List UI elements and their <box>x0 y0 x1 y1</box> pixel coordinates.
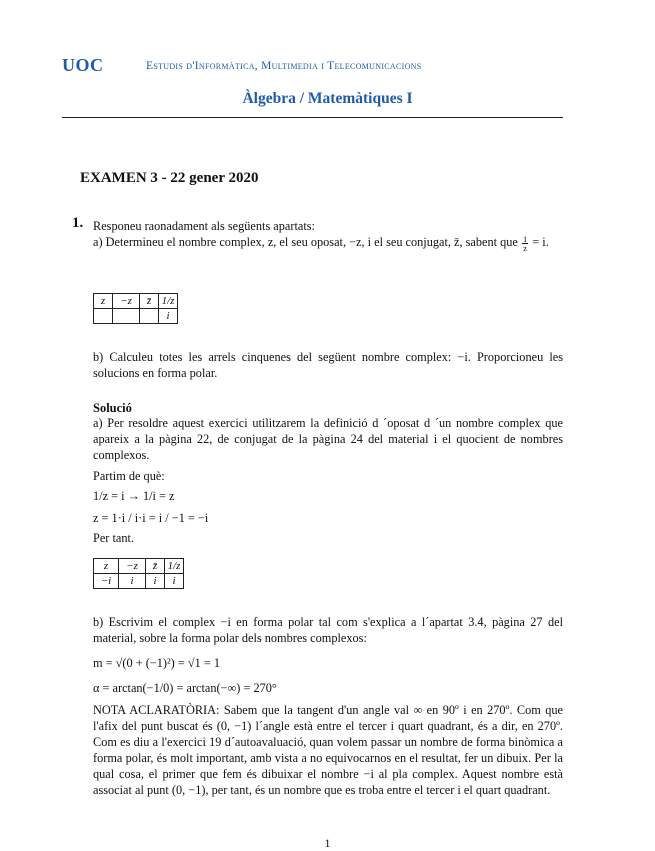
solution-heading: Solució <box>93 401 132 415</box>
table2-cell: i <box>165 574 184 589</box>
table1-header: z̄ <box>140 294 159 309</box>
table2-header: z̄ <box>146 559 165 574</box>
table2-cell: i <box>119 574 146 589</box>
solution-paragraph-b: b) Escrivim el complex −i en forma polar tal com s'explica a l´apartat 3.4, pàgina 27 del material, sobre la forma polar dels nombres complexos: <box>93 615 563 645</box>
fraction-1-over-z: $\frac{1}{z}$ <box>522 233 528 253</box>
equation-1: 1/z = i → 1/i = z <box>93 489 175 503</box>
question-part-b: b) Calculeu totes les arrels cinquenes del següent nombre complex: −i. Proporcioneu les solucions en forma polar. <box>93 350 563 380</box>
table2-header: z <box>94 559 119 574</box>
table2-cell: i <box>146 574 165 589</box>
table2-header: −z <box>119 559 146 574</box>
studies-title: Estudis d'Informàtica, Multimedia i Telecomunicacions <box>146 60 422 72</box>
part-a-eq: = i. <box>532 235 549 249</box>
table1-cell <box>140 309 159 324</box>
solution-per-tant: Per tant. <box>93 531 134 545</box>
answer-table-filled <box>93 558 184 589</box>
table2-cell: −i <box>94 574 119 589</box>
question-number: 1. <box>72 215 84 231</box>
table1-cell: i <box>159 309 178 324</box>
course-title: Àlgebra / Matemàtiques I <box>242 90 413 107</box>
table1-header: 1/z <box>159 294 178 309</box>
header-divider <box>62 117 563 118</box>
table1-header: −z <box>113 294 140 309</box>
equation-argument: α = arctan(−1/0) = arctan(−∞) = 270° <box>93 681 277 695</box>
part-a-text: a) Determineu el nombre complex, z, el seu oposat, −z, i el seu conjugat, z̄, sabent que <box>93 235 518 249</box>
question-intro: Responeu raonadament als següents apartats: <box>93 219 315 233</box>
equation-2: z = 1·i / i·i = i / −1 = −i <box>93 511 209 525</box>
page-number: 1 <box>324 836 331 850</box>
answer-table-empty <box>93 293 178 324</box>
table1-cell <box>94 309 113 324</box>
clarifying-note: NOTA ACLARATÒRIA: Sabem que la tangent d'un angle val ∞ en 90º i en 270º. Com que l'afix del punt buscat és (0, −1) l´angle està entre el tercer i quart quadrant, és a dir, en 270º. Com es diu a l'exercici 19 d´autoavaluació, quan volem passar un nombre de forma binòmica a forma polar, és molt important, amb vista a no equivocarnos en el resultat, fer un dibuix. Per la qual cosa, el primer que fem és dibuixar el nombre −i al pla complex. Aquest nombre està associat al punt (0, −1), per tant, és un nombre que es troba entre el tercer i el quart quadrant. <box>93 703 563 797</box>
equation-modulus: m = √(0 + (−1)²) = √1 = 1 <box>93 656 220 670</box>
solution-paragraph-a: a) Per resoldre aquest exercici utilitzarem la definició d ´oposat d ´un nombre complex que apareix a la pàgina 22, de conjugat de la pàgina 24 del material i el quocient de nombres complexos. <box>93 416 563 462</box>
table1-header: z <box>94 294 113 309</box>
solution-partim: Partim de què: <box>93 469 165 483</box>
table2-header: 1/z <box>165 559 184 574</box>
question-part-a <box>93 234 563 252</box>
table1-cell <box>113 309 140 324</box>
exam-title: EXAMEN 3 - 22 gener 2020 <box>80 170 259 186</box>
uoc-logo: UOC <box>62 55 104 75</box>
